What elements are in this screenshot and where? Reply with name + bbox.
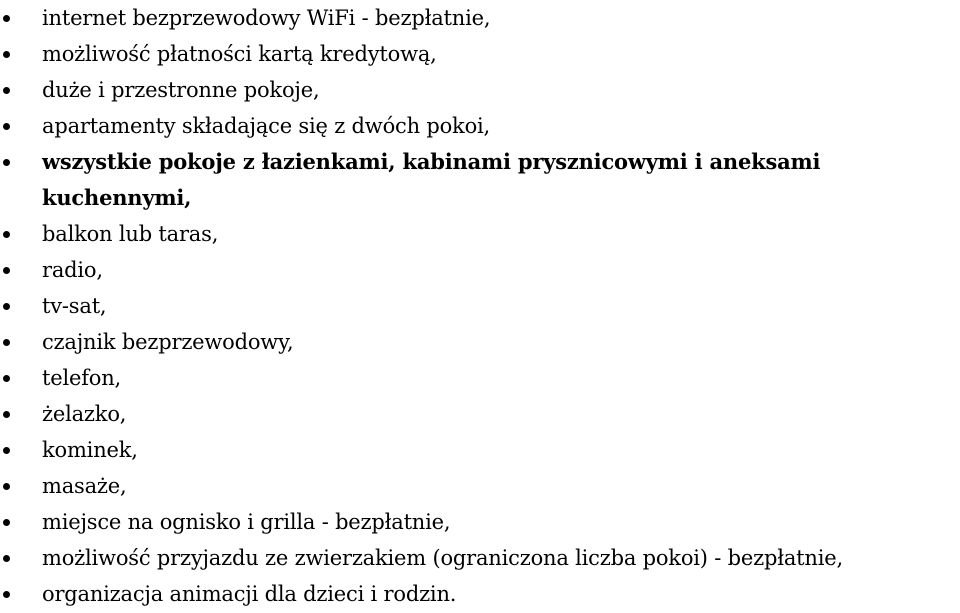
list-item-text: miejsce na ognisko i grilla - bezpłatnie, [42,510,451,534]
list-item [0,540,960,576]
list-item [0,36,960,72]
list-item-text: organizacja animacji dla dzieci i rodzin. [42,582,457,606]
list-item-text: wszystkie pokoje z łazienkami, kabinami prysznicowymi i aneksami kuchennymi, [42,149,821,210]
list-item [0,216,960,252]
list-item [0,396,960,432]
list-item-text: balkon lub taras, [42,222,219,246]
list-item-text: tv-sat, [42,294,107,318]
bullet-icon [3,411,10,418]
list-item-text: apartamenty składające się z dwóch pokoi, [42,114,491,138]
bullet-icon [3,15,10,22]
bullet-icon [3,483,10,490]
list-item [0,432,960,468]
list-item-text: możliwość przyjazdu ze zwierzakiem (ograniczona liczba pokoi) - bezpłatnie, [42,546,843,570]
bullet-icon [3,303,10,310]
list-item [0,144,960,216]
list-item [0,468,960,504]
list-item [0,324,960,360]
list-item [0,72,960,108]
bullet-icon [3,447,10,454]
list-item [0,360,960,396]
list-item [0,0,960,36]
list-item-text: możliwość płatności kartą kredytową, [42,42,437,66]
list-item-text: telefon, [42,366,122,390]
bullet-icon [3,519,10,526]
list-item-text: radio, [42,258,103,282]
list-item-text: duże i przestronne pokoje, [42,78,320,102]
bullet-icon [3,339,10,346]
list-item-text: żelazko, [42,402,127,426]
bullet-icon [3,87,10,94]
bullet-icon [3,123,10,130]
bullet-icon [3,159,10,166]
list-item [0,576,960,612]
list-item-text: czajnik bezprzewodowy, [42,330,294,354]
list-item-text: masaże, [42,474,127,498]
bullet-icon [3,51,10,58]
bullet-icon [3,267,10,274]
bullet-icon [3,591,10,598]
list-item-text: internet bezprzewodowy WiFi - bezpłatnie, [42,6,491,30]
bullet-icon [3,555,10,562]
list-item [0,288,960,324]
list-item-text: kominek, [42,438,138,462]
list-item [0,108,960,144]
bullet-icon [3,375,10,382]
bullet-icon [3,231,10,238]
list-item [0,252,960,288]
list-item [0,504,960,540]
